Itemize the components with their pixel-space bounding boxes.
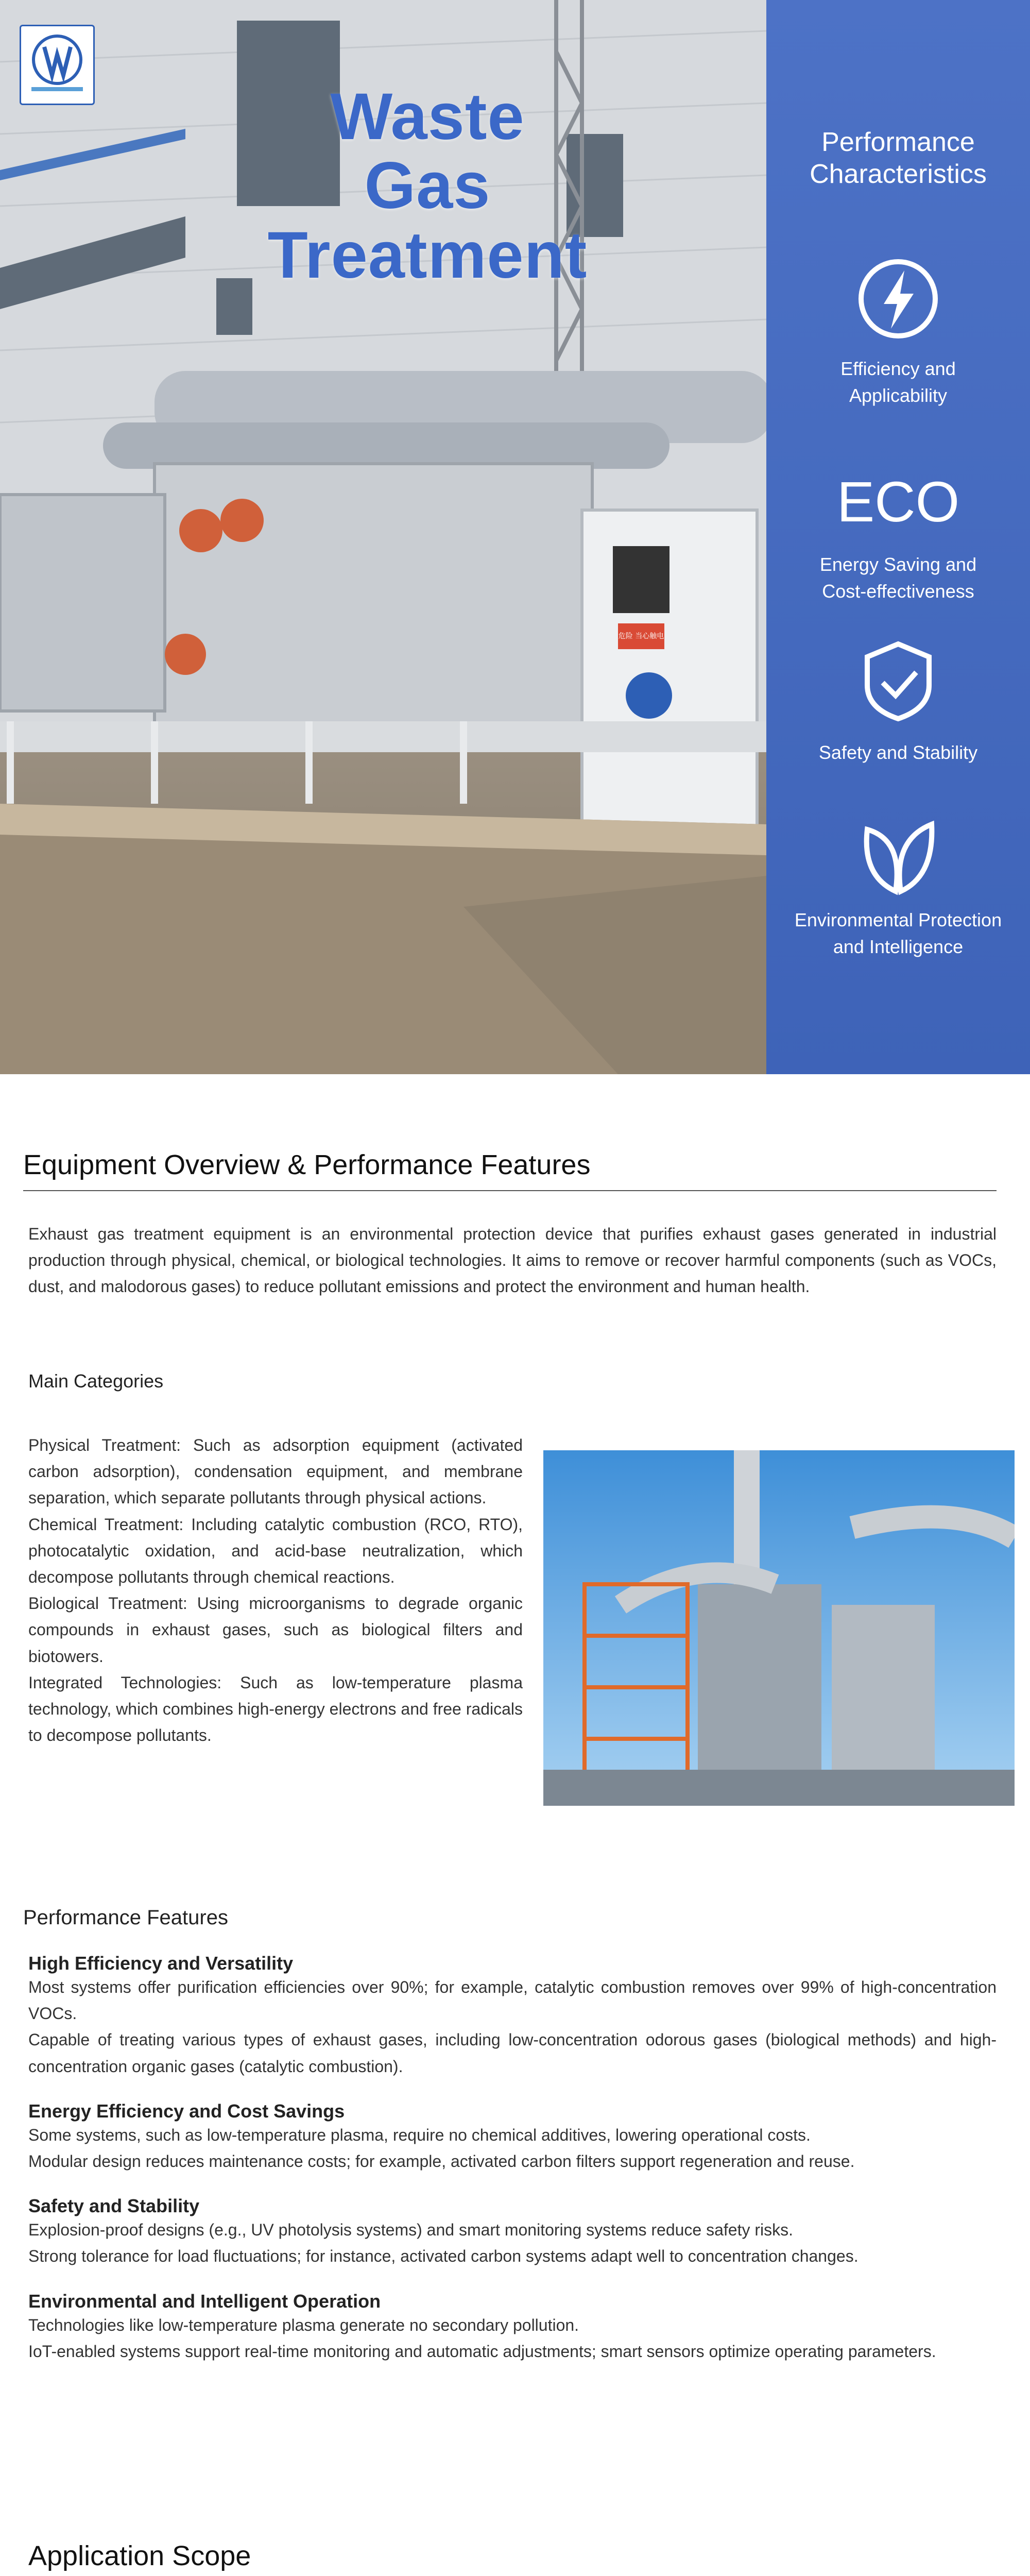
scope-section-title: Application Scope [28, 2540, 251, 2571]
treatment-tower-photo [543, 1450, 1015, 1806]
overview-intro: Exhaust gas treatment equipment is an environmental protection device that purifies exhaust gases generated in industrial production through physical, chemical, or biological technologies. It aims to remove or recover harmful components (such as VOCs, dust, and malodorous gases) to reduce pollutant emissions and protect the environment and human health. [28, 1225, 997, 1296]
perf-group-efficiency-head: High Efficiency and Versatility [28, 1953, 294, 1974]
hero-title-line2: Gas Treatment [267, 149, 588, 292]
feature-environmental-line1: Environmental Protection [794, 909, 1002, 930]
cabinet-warning-tag: 危险 当心触电 [618, 632, 664, 640]
eco-text-icon: ECO [836, 470, 960, 534]
shield-check-icon [847, 631, 950, 729]
hero-title-line1: Waste [330, 80, 525, 154]
hero-title [196, 82, 659, 290]
lightning-power-icon [847, 247, 950, 350]
perf-group-safety-head: Safety and Stability [28, 2195, 200, 2217]
perf-group-efficiency-line2: Capable of treating various types of exhaust gases, including low-concentration odorous gases (biological methods) and high-concentration organic gases (catalytic combustion). [28, 2030, 997, 2076]
perf-group-environmental-line1: Technologies like low-temperature plasma generate no secondary pollution. [28, 2315, 579, 2334]
panel-title-line2: Characteristics [810, 159, 987, 190]
leaf-icon [847, 809, 950, 902]
panel-title [766, 126, 1030, 191]
feature-safety-line1: Safety and Stability [818, 742, 978, 763]
perf-group-safety-line2: Strong tolerance for load fluctuations; for instance, activated carbon systems adapt well to concentration changes. [28, 2247, 859, 2266]
feature-efficiency-line2: Applicability [849, 385, 948, 406]
category-integrated: Integrated Technologies: Such as low-temperature plasma technology, which combines high-energy electrons and free radicals to decompose pollutants. [28, 1673, 523, 1745]
perf-group-energy-head: Energy Efficiency and Cost Savings [28, 2100, 345, 2122]
feature-efficiency [766, 247, 1030, 409]
category-biological: Biological Treatment: Using microorganisms to degrade organic compounds in exhaust gases, such as biological filters and biotowers. [28, 1594, 523, 1666]
feature-energy-line2: Cost-effectiveness [822, 581, 974, 602]
category-chemical: Chemical Treatment: Including catalytic combustion (RCO, RTO), photocatalytic oxidation, and acid-base neutralization, which decompose pollutants through chemical reactions. [28, 1515, 523, 1586]
feature-efficiency-line1: Efficiency and [840, 358, 956, 379]
perf-group-environmental [28, 2291, 997, 2365]
perf-group-efficiency-line1: Most systems offer purification efficiencies over 90%; for example, catalytic combustion removes over 99% of high-concentration VOCs. [28, 1978, 997, 2023]
hero-banner [0, 0, 1030, 1074]
perf-group-energy [28, 2100, 997, 2175]
main-categories-title: Main Categories [28, 1370, 164, 1392]
perf-group-energy-line1: Some systems, such as low-temperature plasma, require no chemical additives, lowering operational costs. [28, 2125, 811, 2144]
perf-group-safety-line1: Explosion-proof designs (e.g., UV photolysis systems) and smart monitoring systems reduce safety risks. [28, 2221, 794, 2240]
category-physical: Physical Treatment: Such as adsorption equipment (activated carbon adsorption), condensation equipment, and membrane separation, which separate pollutants through physical actions. [28, 1436, 523, 1507]
hero-equipment-photo [0, 0, 766, 1074]
overview-divider [23, 1190, 997, 1191]
performance-panel [766, 0, 1030, 1074]
brand-logo [20, 25, 95, 105]
feature-energy-line1: Energy Saving and [819, 554, 977, 575]
feature-energy-saving [766, 464, 1030, 605]
performance-section-title: Performance Features [23, 1906, 228, 1929]
perf-group-environmental-head: Environmental and Intelligent Operation [28, 2290, 381, 2312]
panel-title-line1: Performance [821, 127, 975, 157]
performance-groups [28, 1953, 997, 2365]
overview-section-title: Equipment Overview & Performance Features [23, 1149, 591, 1180]
perf-group-energy-line2: Modular design reduces maintenance costs; for example, activated carbon filters support regeneration and reuse. [28, 2151, 855, 2171]
feature-environmental [766, 809, 1030, 960]
feature-environmental-line2: and Intelligence [833, 936, 964, 958]
perf-group-efficiency [28, 1953, 997, 2080]
feature-safety [766, 631, 1030, 766]
main-categories-list [28, 1432, 523, 1749]
perf-group-environmental-line2: IoT-enabled systems support real-time monitoring and automatic adjustments; smart sensors optimize operating parameters. [28, 2342, 936, 2361]
perf-group-safety [28, 2195, 997, 2269]
